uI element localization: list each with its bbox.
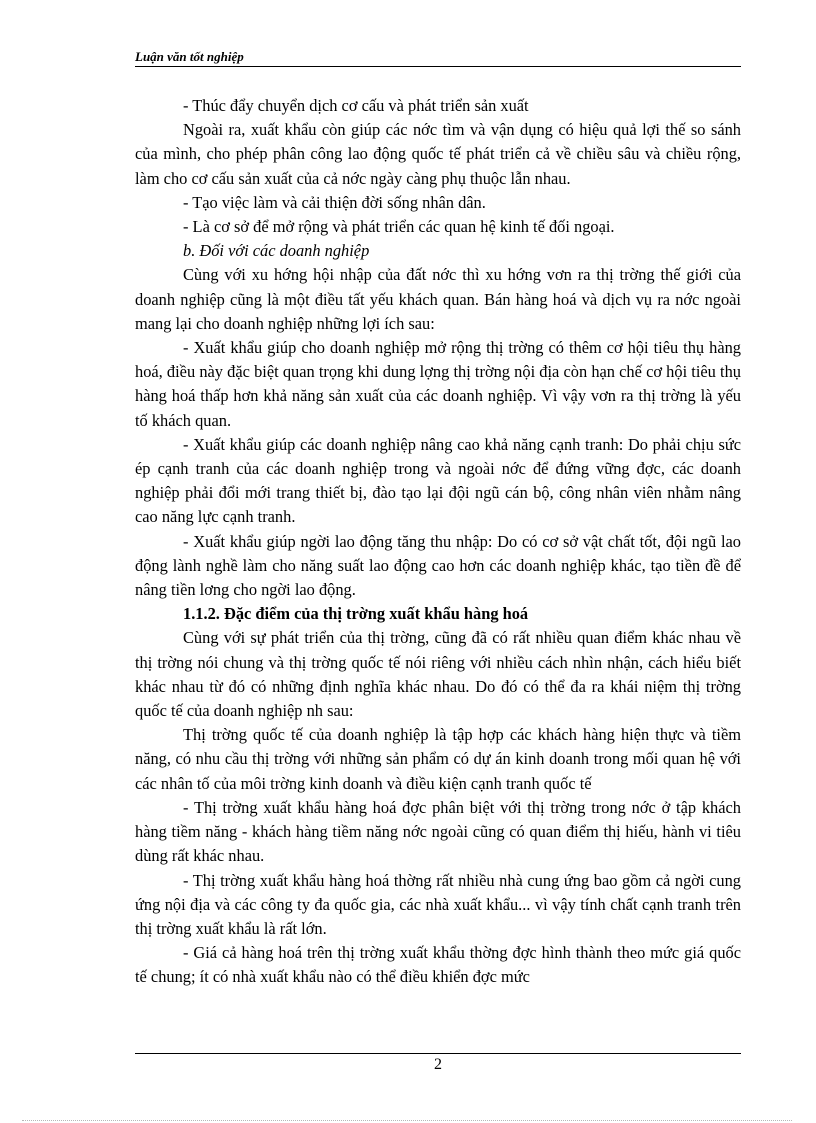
paragraph: - Thị trờng xuất khẩu hàng hoá đợc phân biệt với thị trờng trong nớc ở tập khách hàng tiềm năng - khách hàng tiềm năng nớc ngoài cũng có quan điểm thị hiếu, hành vi tiêu dùng rất khác nhau.	[135, 797, 741, 866]
footer-divider	[135, 1053, 741, 1054]
paragraph: - Xuất khẩu giúp ngời lao động tăng thu nhập: Do có cơ sở vật chất tốt, đội ngũ lao động lành nghề làm cho năng suất lao động cao hơn các doanh nghiệp khác, tạo tiền đề để nâng tiền lơng cho ngời lao động.	[135, 531, 741, 600]
paragraph: - Xuất khẩu giúp cho doanh nghiệp mở rộng thị trờng có thêm cơ hội tiêu thụ hàng hoá, điều này đặc biệt quan trọng khi dung lợng thị trờng nội địa còn hạn chế cơ hội tiêu thụ hàng hoá thấp hơn khả năng sản xuất của các doanh nghiệp. Vì vậy vơn ra thị trờng là yếu tố khách quan.	[135, 338, 741, 430]
paragraph: - Thúc đẩy chuyển dịch cơ cấu và phát triển sản xuất	[183, 96, 529, 115]
paragraph: - Xuất khẩu giúp các doanh nghiệp nâng cao khả năng cạnh tranh: Do phải chịu sức ép cạnh tranh của các doanh nghiệp trong và ngoài nớc để đứng vững đợc, các doanh nghiệp phải đổi mới trang thiết bị, đào tạo lại đội ngũ cán bộ, công nhân viên nhằm nâng cao năng lực cạnh tranh.	[135, 434, 741, 527]
paragraph: - Tạo việc làm và cải thiện đời sống nhân dân.	[183, 192, 486, 212]
paragraph: Cùng với xu hớng hội nhập của đất nớc thì xu hớng vơn ra thị trờng thế giới của doanh nghiệp cũng là một điều tất yếu khách quan. Bán hàng hoá và dịch vụ ra nớc ngoài mang lại cho doanh nghiệp những lợi ích sau:	[135, 265, 741, 333]
subsection-title: b. Đối với các doanh nghiệp	[183, 241, 370, 261]
paragraph: Thị trờng quốc tế của doanh nghiệp là tập hợp các khách hàng hiện thực và tiềm năng, có nhu cầu thị trờng với những sản phẩm có dự án kinh doanh trong mối quan hệ với các nhân tố của môi trờng kinh doanh và điều kiện cạnh tranh quốc tế	[135, 725, 741, 793]
running-header: Luận văn tốt nghiệp	[135, 48, 741, 67]
paragraph: - Giá cả hàng hoá trên thị trờng xuất khẩu thờng đợc hình thành theo mức giá quốc tế chung; ít có nhà xuất khẩu nào có thể điều khiển đợc mức	[135, 943, 741, 987]
page-edge-divider	[22, 1120, 792, 1121]
paragraph: - Thị trờng xuất khẩu hàng hoá thờng rất nhiều nhà cung ứng bao gồm cả ngời cung ứng nội địa và các công ty đa quốc gia, các nhà xuất khẩu... vì vậy tính chất cạnh tranh trên thị trờng xuất khẩu là rất lớn.	[135, 870, 741, 938]
paragraph: Cùng với sự phát triển của thị trờng, cũng đã có rất nhiều quan điểm khác nhau về thị trờng nói chung và thị trờng quốc tế nói riêng với nhiều cách nhìn nhận, cách hiểu biết khác nhau từ đó có những định nghĩa khác nhau. Do đó có thể đa ra khái niệm thị trờng quốc tế của doanh nghiệp nh sau:	[135, 628, 741, 721]
document-body	[135, 94, 741, 990]
paragraph: - Là cơ sở để mở rộng và phát triển các quan hệ kinh tế đối ngoại.	[183, 217, 615, 237]
page-number: 2	[434, 1056, 442, 1073]
paragraph: Ngoài ra, xuất khẩu còn giúp các nớc tìm và vận dụng có hiệu quả lợi thế so sánh của mình, cho phép phân công lao động quốc tế phát triển cả về chiều sâu và chiều rộng, làm cho cơ cấu sản xuất của cả nớc ngày càng phụ thuộc lẫn nhau.	[135, 120, 741, 188]
section-heading: 1.1.2. Đặc điểm của thị trờng xuất khẩu hàng hoá	[183, 604, 529, 624]
